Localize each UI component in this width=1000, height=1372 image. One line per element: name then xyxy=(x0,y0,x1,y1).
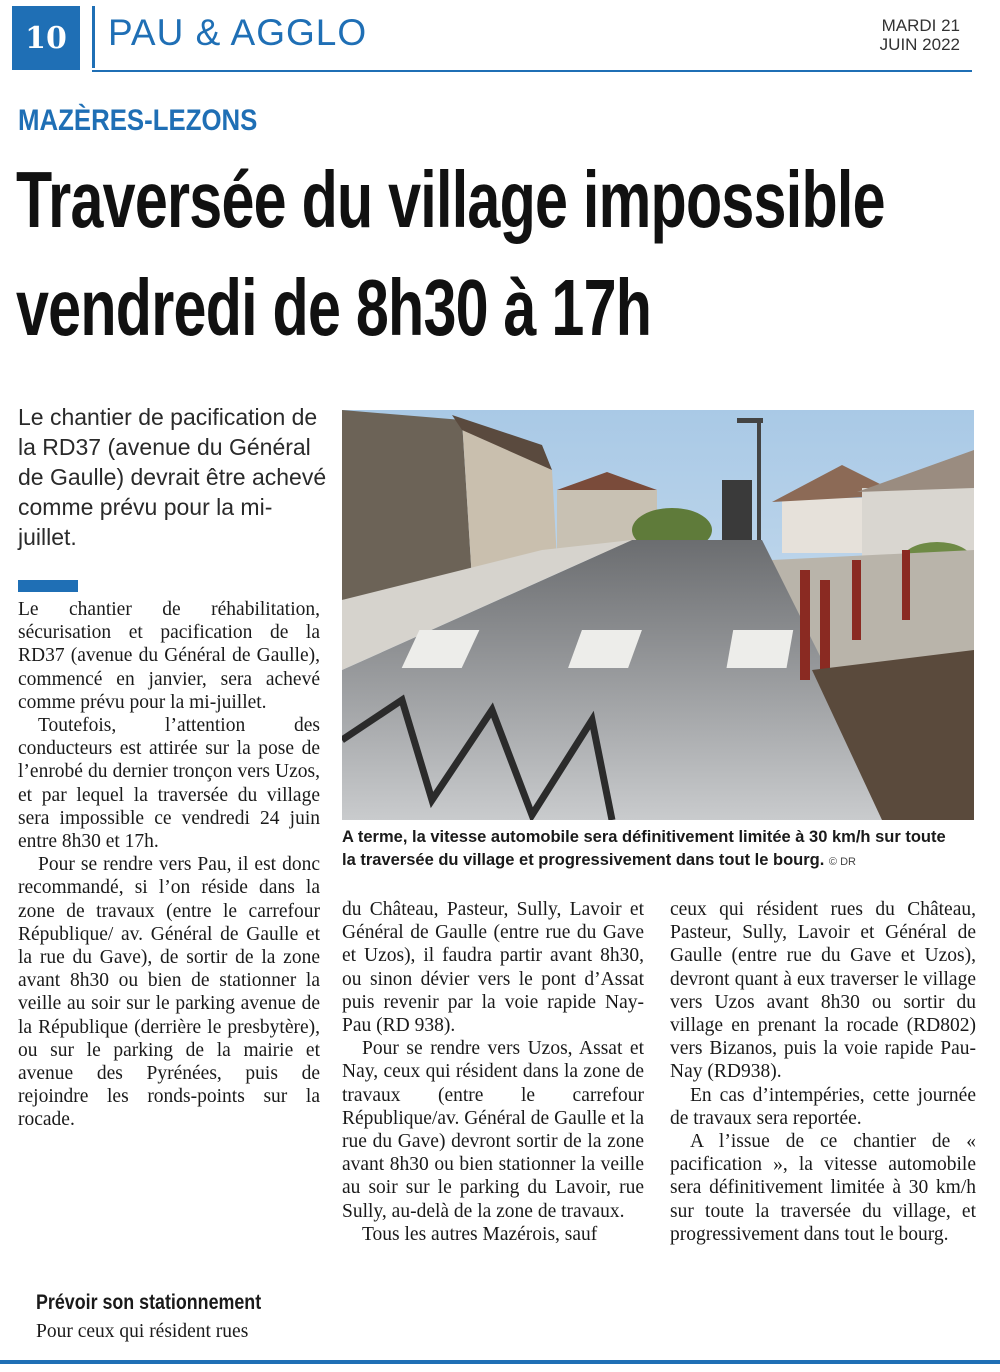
headline-line-2: vendredi de 8h30 à 17h xyxy=(16,263,652,352)
article-column-2 xyxy=(342,898,644,1246)
article-column-3 xyxy=(670,898,976,1246)
paragraph: Pour se rendre vers Pau, il est donc recommandé, si l’on réside dans la zone de travaux (entre le carrefour République/ av. Général de Gaulle et la rue du Gave), de sortir de la zone avant 8h30 ou bien de stationner la veille au soir sur le parking avenue de la République (derrière le presbytère), ou sur le parking de la mairie et avenue des Pyrénées, puis de rejoindre les ronds-points sur la rocade. xyxy=(18,854,320,1131)
page-number: 10 xyxy=(12,6,80,70)
street-photo-illustration xyxy=(342,410,974,820)
paragraph: du Château, Pasteur, Sully, Lavoir et Général de Gaulle (entre rue du Gave et Uzos), il faudra partir avant 8h30, ou sinon dévier vers le pont d’Assat puis revenir par la voie rapide Nay-Pau (RD 938). xyxy=(342,899,644,1037)
paragraph: En cas d’intempéries, cette journée de travaux sera reportée. xyxy=(670,1084,976,1129)
lead-marker xyxy=(18,580,78,592)
paragraph: Pour ceux qui résident rues xyxy=(36,1321,249,1342)
issue-date-line1: MARDI 21 xyxy=(881,16,960,35)
article-headline xyxy=(16,146,978,362)
paragraph: Toutefois, l’attention des conducteurs est attirée sur la pose de l’enrobé du dernier tronçon vers Uzos, et par lequel la traversée du village sera impossible ce vendredi 24 juin entre 8h30 et 17h. xyxy=(18,715,320,853)
article-photo xyxy=(342,410,974,820)
paragraph: Le chantier de réhabilitation, sécurisation et pacification de la RD37 (avenue du Général de Gaulle), commencé en janvier, sera achevé comme prévu pour la mi-juillet. xyxy=(18,599,320,713)
caption-text: A terme, la vitesse automobile sera définitivement limitée à 30 km/h sur toute la traversée du village et progressivement dans tout le bourg. xyxy=(342,828,946,869)
paragraph: Pour se rendre vers Uzos, Assat et Nay, ceux qui résident dans la zone de travaux (entre le carrefour République/av. Général de Gaulle et la rue du Gave) devront sortir de la zone avant 8h30 ou bien stationner la veille au soir sur le parking du Lavoir, rue Sully, au-delà de la zone de travaux. xyxy=(342,1038,644,1222)
article-column-1-tail xyxy=(36,1320,320,1343)
paragraph: A l’issue de ce chantier de « pacification », la vitesse automobile sera définitivement limitée à 30 km/h sur toute la traversée du village, et progressivement dans tout le bourg. xyxy=(670,1131,976,1245)
article-lead: Le chantier de pacification de la RD37 (avenue du Général de Gaulle) devrait être achevé comme prévu pour la mi-juillet. xyxy=(18,404,327,550)
issue-date xyxy=(880,16,960,54)
photo-caption xyxy=(342,826,962,874)
section-title: PAU & AGGLO xyxy=(108,12,368,53)
photo-credit: © DR xyxy=(828,856,856,868)
paragraph: Tous les autres Mazérois, sauf xyxy=(362,1223,598,1245)
headline-line-1: Traversée du village impossible xyxy=(16,155,885,244)
article-town: MAZÈRES-LEZONS xyxy=(18,104,258,137)
issue-date-line2: JUIN 2022 xyxy=(879,35,960,54)
article-subhead: Prévoir son stationnement xyxy=(36,1291,262,1314)
article-column-1 xyxy=(18,598,320,1132)
section-divider xyxy=(92,6,95,68)
header-rule xyxy=(92,70,972,72)
paragraph: ceux qui résident rues du Château, Pasteur, Sully, Lavoir et Général de Gaulle (entre rue du Gave et Uzos), devront quant à eux traverser le village vers Uzos avant 8h30 ou sortir du village en prenant la rocade (RD802) vers Bizanos, puis la voie rapide Pau-Nay (RD938). xyxy=(670,899,976,1083)
footer-rule xyxy=(0,1360,1000,1364)
